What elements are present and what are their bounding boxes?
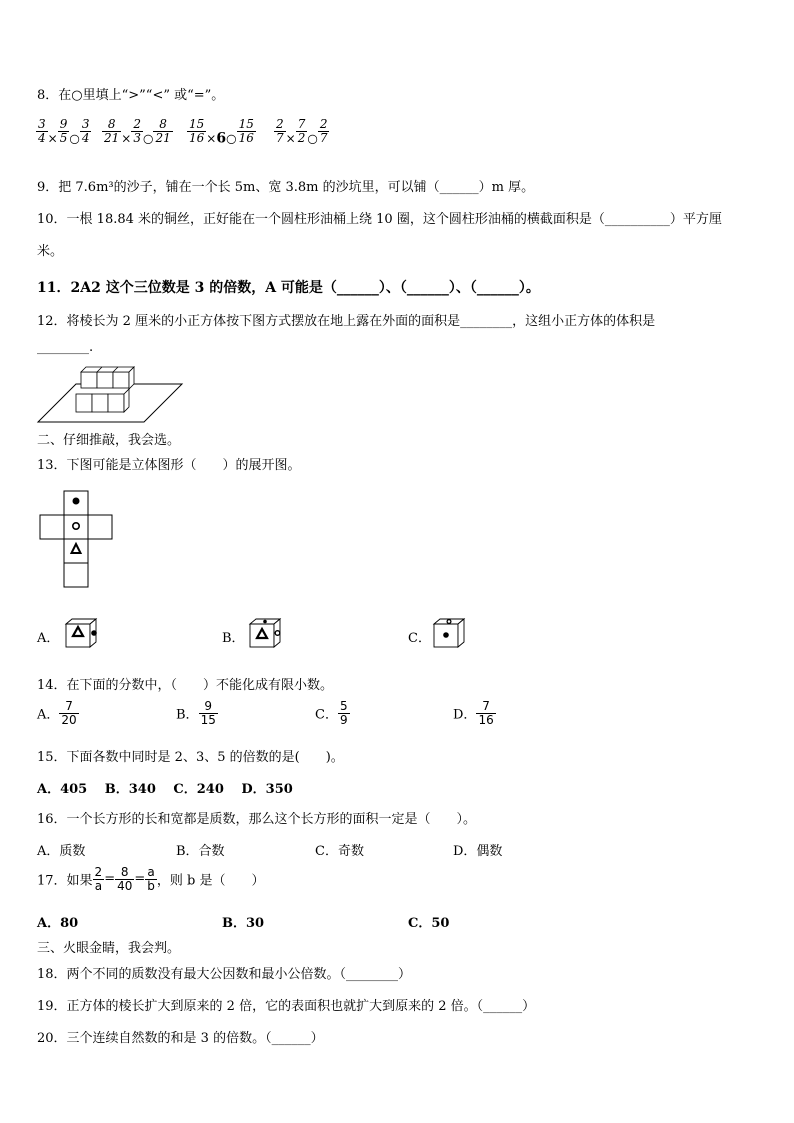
q17-option-a[interactable]: A．80 bbox=[37, 916, 79, 931]
cube-option-c-icon bbox=[430, 617, 472, 649]
q14-option-d[interactable]: D． $\frac{7}{16}$ bbox=[453, 699, 494, 727]
question-12-line-2: ________. bbox=[37, 340, 94, 355]
q8-item-1: $\frac{3}{4}$ × $\frac{9}{5}$ ○ $\frac{3}{4}$ bbox=[38, 117, 90, 146]
cube-net-figure bbox=[38, 490, 116, 588]
question-9: 9．把 7.6m³的沙子，铺在一个长 5m、宽 3.8m 的沙坑里，可以铺（______）m 厚。 bbox=[37, 180, 535, 195]
q17-option-c[interactable]: C．50 bbox=[408, 916, 450, 931]
question-11: 11．2A2 这个三位数是 3 的倍数，A 可能是（______）、（______）、（______）。 bbox=[37, 280, 540, 296]
question-10-line-2: 米。 bbox=[37, 244, 64, 259]
q15-options[interactable]: A．405 B．340 C．240 D．350 bbox=[37, 782, 293, 797]
question-17: 17．如果 $\frac{2}{a}$ = $\frac{8}{40}$ = $\frac{a}{b}$ ，则 b 是（ ） bbox=[37, 865, 265, 893]
question-10-line-1: 10．一根 18.84 米的铜丝，正好能在一个圆柱形油桶上绕 10 圈，这个圆柱形油桶的横截面积是（__________）平方厘 bbox=[37, 212, 722, 227]
q16-option-b[interactable]: B．合数 bbox=[176, 844, 225, 859]
cube-stack-figure bbox=[36, 362, 186, 424]
section-2-heading: 二、仔细推敲，我会选。 bbox=[37, 433, 181, 448]
q16-option-a[interactable]: A．质数 bbox=[37, 844, 86, 859]
cube-option-b-icon bbox=[246, 617, 288, 649]
filled-dot-icon bbox=[73, 498, 80, 505]
question-15: 15．下面各数中同时是 2、3、5 的倍数的是( )。 bbox=[37, 750, 344, 765]
q14-option-c[interactable]: C． $\frac{5}{9}$ bbox=[315, 699, 348, 727]
question-14: 14．在下面的分数中，（ ）不能化成有限小数。 bbox=[37, 678, 334, 693]
q14-option-b[interactable]: B． $\frac{9}{15}$ bbox=[176, 699, 216, 727]
question-12-line-1: 12．将棱长为 2 厘米的小正方体按下图方式摆放在地上露在外面的面积是________，这组小正方体的体积是 bbox=[37, 314, 656, 329]
question-8: 8．在○里填上“>”“<” 或“=”。 bbox=[37, 88, 225, 103]
q17-option-b[interactable]: B．30 bbox=[222, 916, 265, 931]
question-20: 20．三个连续自然数的和是 3 的倍数。（______） bbox=[37, 1031, 324, 1046]
question-16: 16．一个长方形的长和宽都是质数，那么这个长方形的面积一定是（ ）。 bbox=[37, 812, 477, 827]
question-13: 13．下图可能是立体图形（ ）的展开图。 bbox=[37, 458, 301, 473]
q14-option-a[interactable]: A． $\frac{7}{20}$ bbox=[37, 699, 77, 727]
q13-option-b[interactable]: B． bbox=[222, 631, 245, 646]
q8-item-2: $\frac{8}{21}$ × $\frac{2}{3}$ ○ $\frac{8}{21}$ bbox=[104, 117, 171, 146]
question-19: 19．正方体的棱长扩大到原来的 2 倍，它的表面积也就扩大到原来的 2 倍。（______） bbox=[37, 999, 536, 1014]
section-3-heading: 三、火眼金睛，我会判。 bbox=[37, 941, 181, 956]
q13-option-c[interactable]: C． bbox=[408, 631, 431, 646]
cube-option-a-icon bbox=[62, 617, 104, 649]
q13-option-a[interactable]: A． bbox=[37, 631, 60, 646]
q8-item-3: $\frac{15}{16}$ ×6○ $\frac{15}{16}$ bbox=[189, 117, 254, 147]
q8-item-4: $\frac{2}{7}$ × $\frac{7}{2}$ ○ $\frac{2}{7}$ bbox=[276, 117, 328, 146]
question-18: 18．两个不同的质数没有最大公因数和最小公倍数。（________） bbox=[37, 967, 412, 982]
q16-option-c[interactable]: C．奇数 bbox=[315, 844, 364, 859]
q16-option-d[interactable]: D．偶数 bbox=[453, 844, 503, 859]
